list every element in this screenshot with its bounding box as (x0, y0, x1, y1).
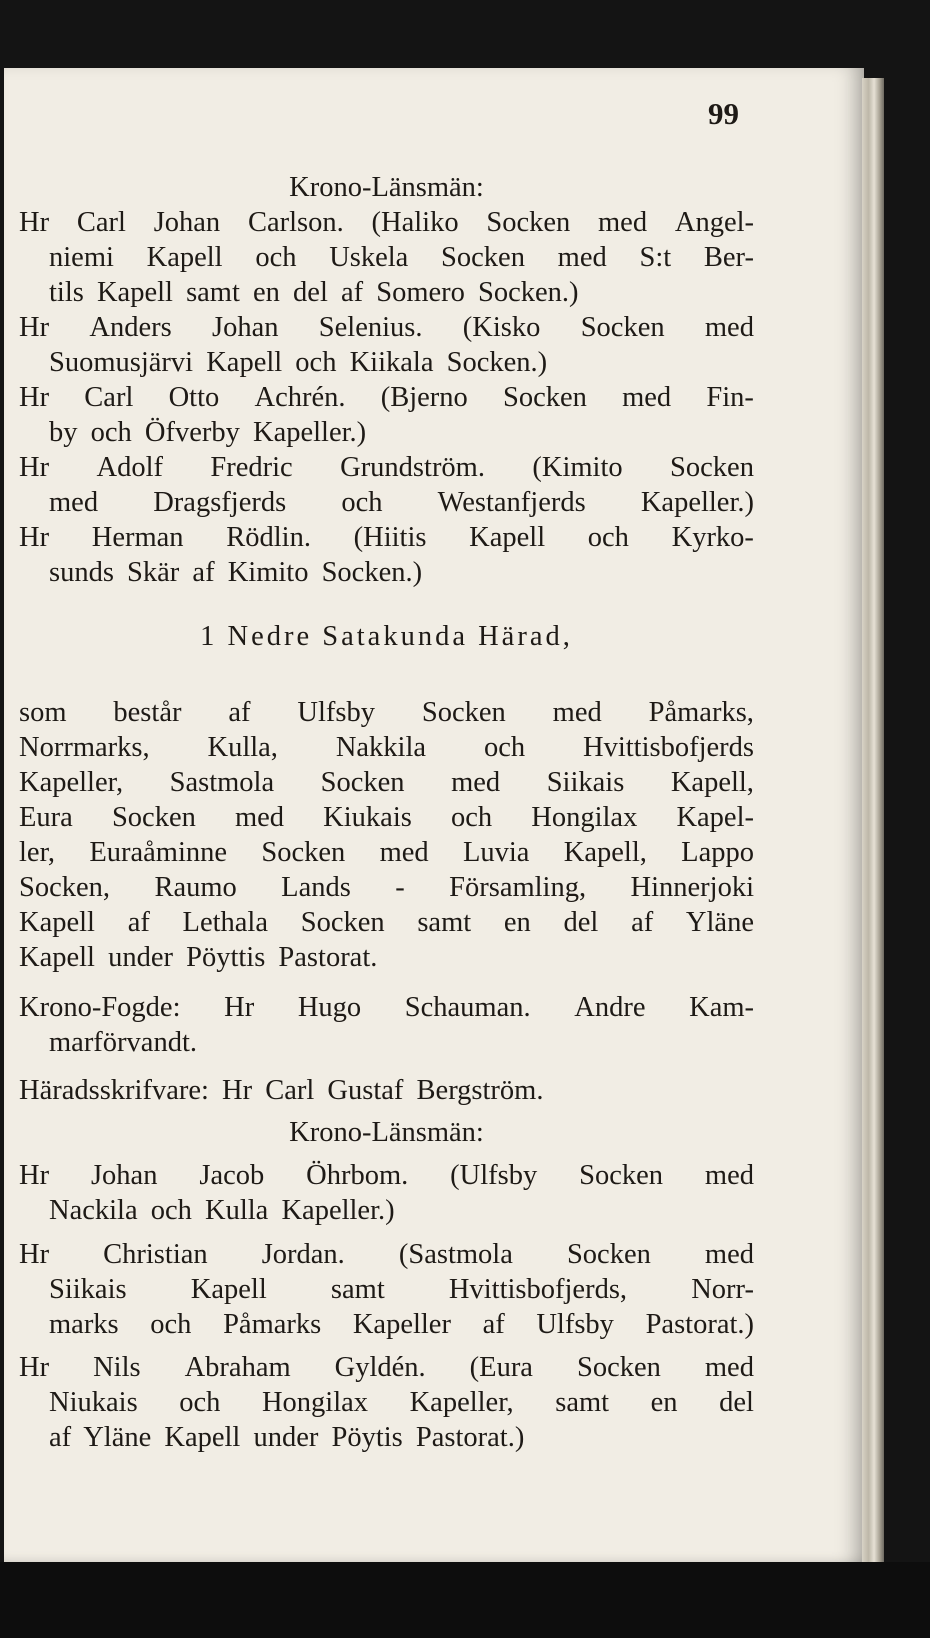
word: Socken (421, 697, 506, 728)
word: Schauman. (404, 992, 531, 1023)
word: Socken (576, 1352, 661, 1383)
word: Socken (486, 207, 571, 238)
word: marks (49, 1309, 119, 1340)
word: med (552, 697, 602, 728)
word: med (704, 1160, 754, 1191)
word: och (179, 1387, 221, 1418)
word: som (19, 697, 67, 728)
word: Kapeller (352, 1309, 451, 1340)
word: Kapell (469, 522, 546, 553)
word: Ulfsby (536, 1309, 614, 1340)
word: Hvittisbofjerds, (448, 1274, 628, 1305)
word: med (622, 382, 672, 413)
word: Kapeller, (409, 1387, 514, 1418)
word: Jacob (199, 1160, 265, 1191)
word: en (503, 907, 531, 938)
word: Kapell (19, 907, 95, 938)
word: Anders (89, 312, 172, 343)
word: med (704, 312, 754, 343)
text-line (19, 800, 754, 836)
word: Hvittisbofjerds (582, 732, 754, 763)
text-line (19, 835, 754, 871)
word: Ulfsby (297, 697, 375, 728)
word: Socken (261, 837, 346, 868)
word: Hr (224, 992, 255, 1023)
word: och (150, 1309, 192, 1340)
word: Kapeller.) (640, 487, 754, 518)
text-line (49, 1307, 754, 1343)
word: Socken (111, 802, 196, 833)
word: Selenius. (318, 312, 423, 343)
word: Johan (212, 312, 279, 343)
word: Påmarks (223, 1309, 322, 1340)
word: och (587, 522, 629, 553)
word: Rödlin. (226, 522, 311, 553)
word: Krono-Fogde: (19, 992, 181, 1023)
word: (Sastmola (398, 1239, 513, 1270)
word: Euraåminne (89, 837, 228, 868)
word: Lethala (182, 907, 268, 938)
text-line (49, 1385, 754, 1421)
word: Fredric (210, 452, 293, 483)
word: Angel- (674, 207, 754, 238)
word: (Kisko (462, 312, 541, 343)
word: består (113, 697, 182, 728)
word: Församling, (449, 872, 587, 903)
text-line: sunds Skär af Kimito Socken.) (49, 557, 423, 588)
word: Kapel- (676, 802, 754, 833)
word: en (650, 1387, 678, 1418)
text-line (19, 870, 754, 906)
word: Kiukais (323, 802, 412, 833)
text-line: Häradsskrifvare: Hr Carl Gustaf Bergström. (19, 1075, 544, 1106)
word: Påmarks, (648, 697, 754, 728)
word: Socken (441, 242, 525, 273)
text-line (19, 1158, 754, 1194)
word: Ber- (703, 242, 754, 273)
word: Hr (19, 1239, 50, 1270)
text-line: by och Öfverby Kapeller.) (49, 417, 367, 448)
word: och (341, 487, 383, 518)
word: och (483, 732, 526, 763)
word: Hr (19, 1160, 50, 1191)
word: af (228, 697, 251, 728)
word: Hr (19, 312, 50, 343)
word: Andre (574, 992, 646, 1023)
word: af (631, 907, 654, 938)
word: niemi (49, 242, 114, 273)
text-line (49, 240, 754, 276)
word: Gyldén. (334, 1352, 426, 1383)
word: Socken (670, 452, 754, 483)
word: Hr (19, 382, 50, 413)
word: Hr (19, 1352, 50, 1383)
text-line (19, 310, 754, 346)
word: ler, (19, 837, 56, 868)
word: Nakkila (335, 732, 427, 763)
word: (Haliko (371, 207, 459, 238)
text-line (19, 205, 754, 241)
word: (Eura (469, 1352, 533, 1383)
word: och (450, 802, 493, 833)
text-line (19, 520, 754, 556)
word: Yläne (685, 907, 754, 938)
word: af (482, 1309, 505, 1340)
word: Socken (300, 907, 385, 938)
word: Luvia (462, 837, 530, 868)
word: med (598, 207, 648, 238)
text-line (19, 730, 754, 766)
text-line (49, 1272, 754, 1308)
word: Lands (281, 872, 351, 903)
word: Kapell, (563, 837, 647, 868)
page-edge (862, 78, 884, 1564)
section-heading: Krono-Länsmän: (289, 172, 484, 203)
word: Norrmarks, (19, 732, 150, 763)
word: Hongilax (531, 802, 638, 833)
word: samt (330, 1274, 385, 1305)
word: Achrén. (254, 382, 346, 413)
word: (Kimito (532, 452, 623, 483)
word: Siikais (49, 1274, 127, 1305)
word: (Ulfsby (450, 1160, 538, 1191)
word: Kapell, (670, 767, 754, 798)
word: samt (555, 1387, 610, 1418)
word: med (704, 1352, 754, 1383)
text-line (19, 765, 754, 801)
page-number: 99 (708, 96, 739, 131)
word: (Hiitis (353, 522, 427, 553)
word: Kyrko- (671, 522, 754, 553)
word: Eura (19, 802, 73, 833)
word: Grundström. (340, 452, 485, 483)
word: S:t (639, 242, 672, 273)
word: med (49, 487, 99, 518)
word: Herman (91, 522, 184, 553)
word: Pastorat.) (645, 1309, 754, 1340)
word: samt (417, 907, 472, 938)
word: Kapell (190, 1274, 267, 1305)
word: af (127, 907, 150, 938)
section-heading: Krono-Länsmän: (289, 1117, 484, 1148)
word: Socken (579, 1160, 664, 1191)
word: Nils (93, 1352, 141, 1383)
word: med (704, 1239, 754, 1270)
text-line: Nackila och Kulla Kapeller.) (49, 1195, 395, 1226)
word: Johan (90, 1160, 158, 1191)
word: Hr (19, 207, 50, 238)
word: Socken, (19, 872, 111, 903)
word: Raumo (154, 872, 237, 903)
word: med (379, 837, 429, 868)
word: Adolf (96, 452, 163, 483)
word: del (719, 1387, 754, 1418)
text-line: marförvandt. (49, 1027, 197, 1058)
word: Hr (19, 522, 50, 553)
text-line (49, 485, 754, 521)
word: Socken (320, 767, 405, 798)
word: Socken (502, 382, 587, 413)
word: Hinnerjoki (630, 872, 754, 903)
word: Fin- (706, 382, 754, 413)
word: och (255, 242, 297, 273)
word: Lappo (681, 837, 754, 868)
section-heading: 1 Nedre Satakunda Härad, (200, 621, 573, 652)
text-line (19, 1350, 754, 1386)
word: Johan (153, 207, 221, 238)
word: Christian (103, 1239, 208, 1270)
word: Hugo (297, 992, 362, 1023)
word: Niukais (49, 1387, 138, 1418)
text-line: af Yläne Kapell under Pöytis Pastorat.) (49, 1422, 525, 1453)
word: del (563, 907, 599, 938)
text-line (19, 1237, 754, 1273)
text-line: Kapell under Pöyttis Pastorat. (19, 942, 378, 973)
text-line: Suomusjärvi Kapell och Kiikala Socken.) (49, 347, 548, 378)
word: Sastmola (169, 767, 275, 798)
word: med (451, 767, 501, 798)
word: Carl (84, 382, 134, 413)
word: Kam- (689, 992, 754, 1023)
word: Siikais (546, 767, 625, 798)
word: Abraham (184, 1352, 291, 1383)
text-line (19, 450, 754, 486)
word: Socken (566, 1239, 651, 1270)
word: Kapeller, (19, 767, 124, 798)
word: (Bjerno (380, 382, 468, 413)
text-line (19, 905, 754, 941)
text-line (19, 695, 754, 731)
word: Carl (76, 207, 126, 238)
word: Norr- (691, 1274, 754, 1305)
word: Carlson. (247, 207, 344, 238)
word: Socken (580, 312, 665, 343)
scan-background (0, 1562, 930, 1638)
word: - (395, 872, 405, 903)
word: Öhrbom. (306, 1160, 409, 1191)
word: Uskela (329, 242, 409, 273)
word: Kulla, (207, 732, 278, 763)
word: Hongilax (261, 1387, 369, 1418)
text-line (19, 380, 754, 416)
word: med (557, 242, 607, 273)
word: Jordan. (261, 1239, 345, 1270)
word: Hr (19, 452, 50, 483)
text-line (19, 990, 754, 1026)
word: Otto (168, 382, 220, 413)
word: Westanfjerds (437, 487, 586, 518)
word: med (234, 802, 285, 833)
word: Dragsfjerds (153, 487, 287, 518)
word: Kapell (146, 242, 223, 273)
text-line: tils Kapell samt en del af Somero Socken.) (49, 277, 579, 308)
